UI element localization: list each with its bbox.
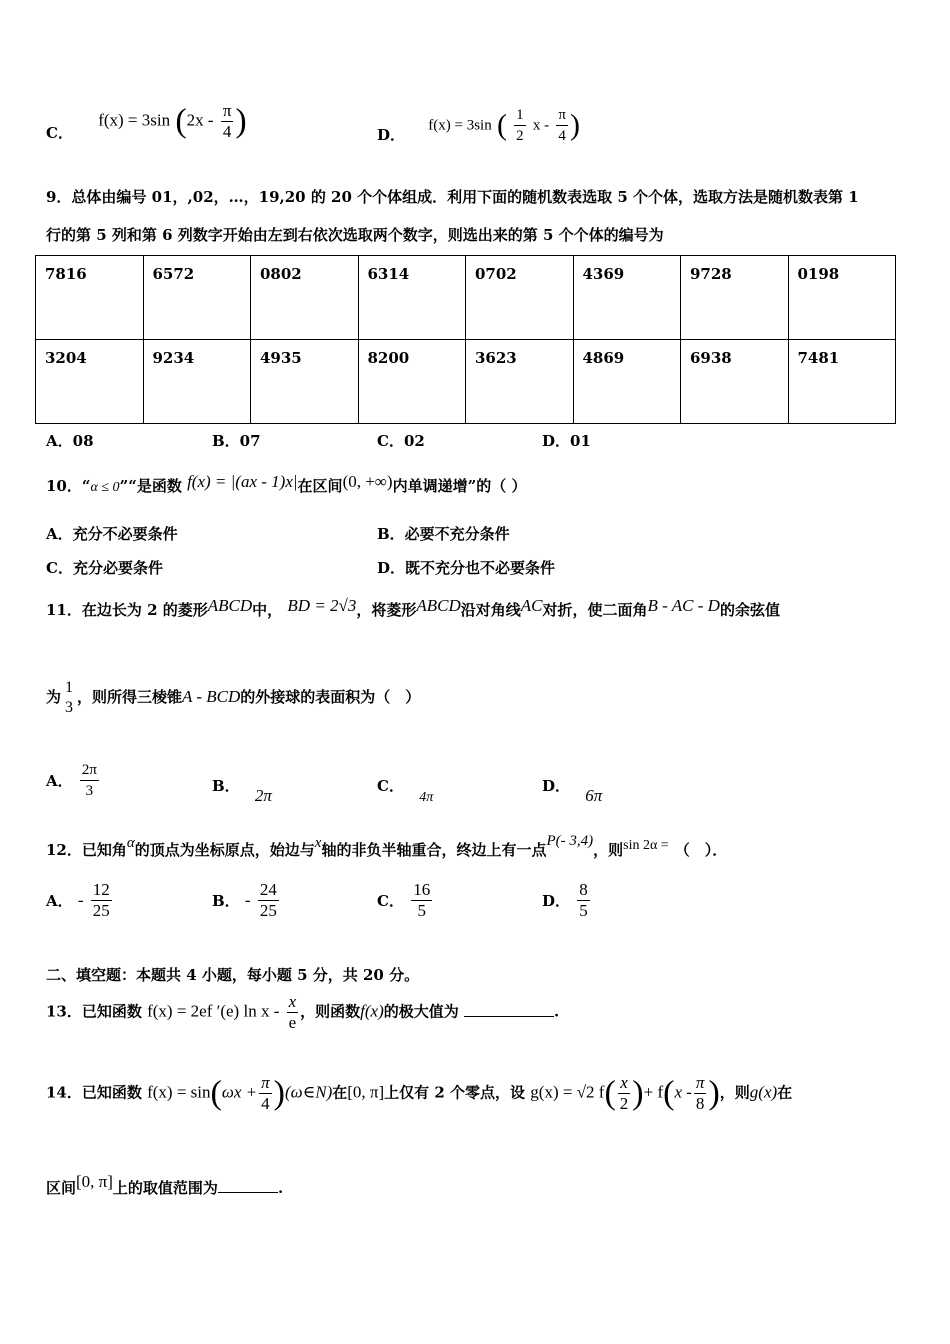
q11-option-d: D． 6π xyxy=(542,777,603,805)
q10-condition: α ≤ 0 xyxy=(90,480,120,495)
q12-option-a: A． - $\frac{12}{25}$ xyxy=(46,880,110,920)
table-cell: 7816 xyxy=(36,256,144,340)
random-number-table xyxy=(35,255,896,424)
q11-bd: BD = 2√3 xyxy=(287,596,357,615)
q12-stem: 12．已知角α的顶点为坐标原点，始边与x轴的非负半轴重合，终边上有一点P(- 3,4)，则sin 2α = （ ）． xyxy=(46,833,728,859)
table-cell: 8200 xyxy=(358,340,466,424)
q10-option-a: A．充分不必要条件 xyxy=(46,525,178,543)
q12-expression: sin 2α = xyxy=(623,838,669,853)
q13-function: f(x) = 2ef ′(e) ln x - xyxy=(147,1001,280,1021)
q8-c-fraction: $\frac{\pi}{4}$ xyxy=(222,101,232,141)
q14-function-f: f(x) = sin xyxy=(147,1082,211,1102)
table-cell: 4369 xyxy=(573,256,681,340)
table-row xyxy=(36,256,896,340)
table-cell: 9728 xyxy=(681,256,789,340)
q11-option-b: B． 2π xyxy=(212,777,272,805)
table-cell: 6938 xyxy=(681,340,789,424)
q10-option-b: B．必要不充分条件 xyxy=(377,525,510,543)
q14-function-g: g(x) = √2 f xyxy=(530,1082,605,1102)
table-cell: 9234 xyxy=(143,340,251,424)
q8-c-formula: f(x) = 3sin xyxy=(98,110,171,130)
q9-line-1: 9．总体由编号 01，,02，…，19,20 的 20 个个体组成．利用下面的随机数表选取 5 个个体，选取方法是随机数表第 1 xyxy=(46,188,859,206)
q14-stem-line-1: 14．已知函数 f(x) = sin(ωx + $\frac{\pi}{4}$ )(ω∈N)在[0, π]上仅有 2 个零点，设 g(x) = √2 f( $\frac{x}{2}$ )+ f(x - $\frac{\pi}{8}$ )，则g(x)在 xyxy=(46,1073,793,1113)
table-cell: 6314 xyxy=(358,256,466,340)
q11-stem-line-1: 11．在边长为 2 的菱形ABCD中， BD = 2√3，将菱形ABCD沿对角线AC对折，使二面角B - AC - D的余弦值 xyxy=(46,596,780,619)
q10-function: f(x) = |(ax - 1)x| xyxy=(187,472,298,491)
q10-option-d: D．既不充分也不必要条件 xyxy=(377,559,556,577)
q12-option-c: C． $\frac{16}{5}$ xyxy=(377,880,431,920)
q11-option-c: C． 4π xyxy=(377,777,434,805)
q9-option-d: D．01 xyxy=(542,432,591,450)
q12-point: P(- 3,4) xyxy=(546,833,594,849)
q8-option-c: C． f(x) = 3sin (2x - $\frac{\pi}{4}$ ) xyxy=(46,101,247,142)
q8-d-formula: f(x) = 3sin xyxy=(428,117,492,134)
q10-option-c: C．充分必要条件 xyxy=(46,559,163,577)
q8-d-fraction-2: $\frac{\pi}{4}$ xyxy=(558,107,566,144)
q10-interval: (0, +∞) xyxy=(342,472,393,491)
q11-stem-line-2: 为 1 3 ，则所得三棱锥A - BCD的外接球的表面积为（ ） xyxy=(46,679,421,716)
table-cell: 0802 xyxy=(251,256,359,340)
q8-option-d: D． f(x) = 3sin ( $\frac{1}{2}$ x - $\frac{\pi}{4}$ ) xyxy=(377,107,580,144)
q11-dihedral-angle: B - AC - D xyxy=(647,596,720,615)
q9-line-2: 行的第 5 列和第 6 列数字开始由左到右依次选取两个数字，则选出来的第 5 个个体的编号为 xyxy=(46,226,664,244)
q11-cosine-fraction: 1 3 xyxy=(65,679,74,716)
table-cell: 3623 xyxy=(466,340,574,424)
table-cell: 7481 xyxy=(788,340,896,424)
q12-option-d: D． $\frac{8}{5}$ xyxy=(542,880,588,920)
table-cell: 0702 xyxy=(466,256,574,340)
table-row xyxy=(36,340,896,424)
q14-answer-blank[interactable] xyxy=(218,1192,278,1193)
q11-option-a: A． $\frac{2\pi}{3}$ xyxy=(46,762,97,799)
table-cell: 3204 xyxy=(36,340,144,424)
q13-stem: 13．已知函数 f(x) = 2ef ′(e) ln x - $\frac{x}{e}$ ，则函数f(x)的极大值为 . xyxy=(46,992,560,1032)
q10-stem: 10．“α ≤ 0”“是函数 f(x) = |(ax - 1)x|在区间(0, +∞)内单调递增”的（ ） xyxy=(46,472,527,495)
q14-stem-line-2: 区间[0, π]上的取值范围为 . xyxy=(46,1172,284,1197)
q12-option-b: B． - $\frac{24}{25}$ xyxy=(212,880,277,920)
q9-option-a: A．08 xyxy=(46,432,94,450)
table-cell: 0198 xyxy=(788,256,896,340)
q9-option-c: C．02 xyxy=(377,432,425,450)
table-cell: 6572 xyxy=(143,256,251,340)
q13-answer-blank[interactable] xyxy=(464,1016,554,1017)
section-2-heading: 二、填空题：本题共 4 小题，每小题 5 分，共 20 分。 xyxy=(46,966,420,984)
table-cell: 4869 xyxy=(573,340,681,424)
q9-option-b: B．07 xyxy=(212,432,261,450)
table-cell: 4935 xyxy=(251,340,359,424)
q8-d-fraction-1: $\frac{1}{2}$ xyxy=(516,107,524,144)
